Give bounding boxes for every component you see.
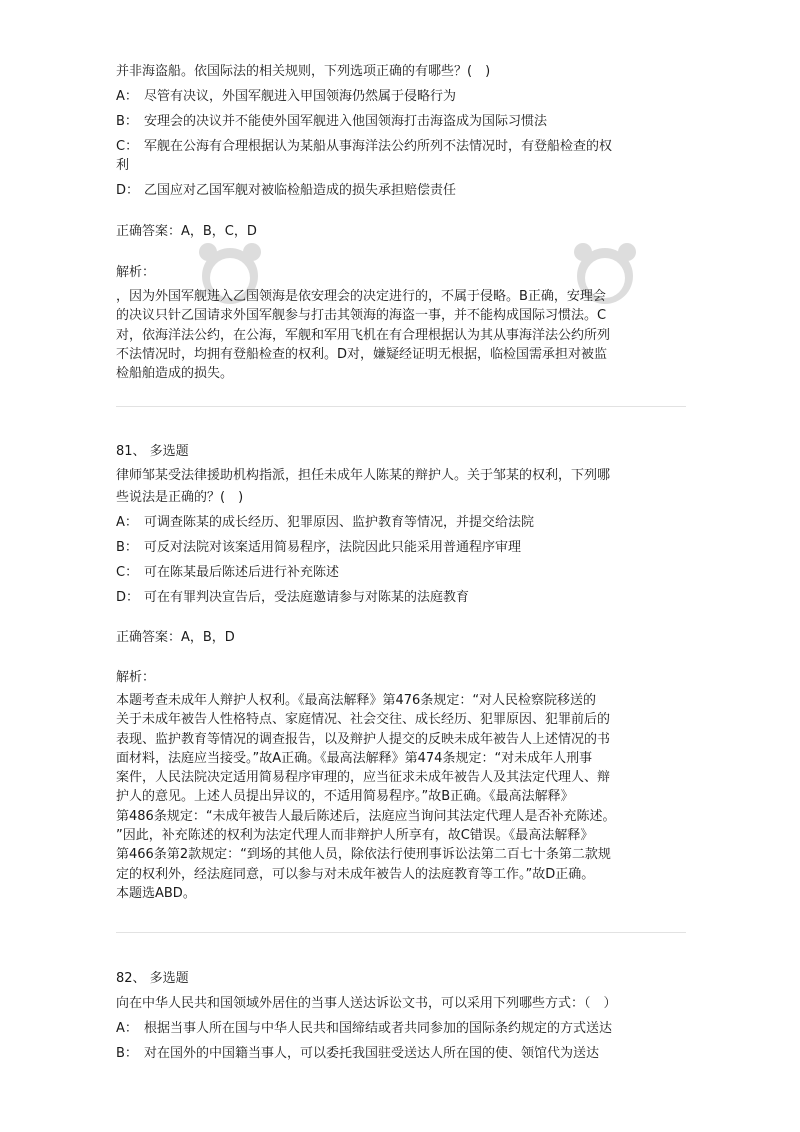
q81-option-d <box>116 589 469 607</box>
q80-option-b <box>116 113 547 131</box>
q80-answer: 正确答案：A，B，C，D <box>116 224 257 239</box>
analysis-line: 案件，人民法院决定适用简易程序审理的，应当征求未成年被告人及其法定代理人、辩 <box>116 770 611 786</box>
option-text: 可在陈某最后陈述后进行补充陈述 <box>144 565 340 580</box>
option-text: 军舰在公海有合理根据认为某船从事海洋法公约所列不法情况时，有登船检查的权 <box>144 139 613 154</box>
analysis-line: 面材料，法庭应当接受。”故A正确。《最高法解释》第474条规定：“对未成年人刑事 <box>116 750 593 766</box>
option-text: 乙国应对乙国军舰对被临检船造成的损失承担赔偿责任 <box>144 183 457 198</box>
analysis-line: 检船舶造成的损失。 <box>116 366 234 382</box>
option-text: 根据当事人所在国与中华人民共和国缔结或者共同参加的国际条约规定的方式送达 <box>144 1021 613 1036</box>
analysis-line: ”因此，补充陈述的权利为法定代理人而非辩护人所享有，故C错误。《最高法解释》 <box>116 828 594 844</box>
option-label: A： <box>116 1021 138 1036</box>
analysis-line: 护人的意见。上述人员提出异议的，不适用简易程序。”故B正确。《最高法解释》 <box>116 789 574 805</box>
option-label: D： <box>116 183 140 198</box>
q80-option-c <box>116 138 612 156</box>
option-label: A： <box>116 89 138 104</box>
option-label: B： <box>116 540 138 555</box>
q81-stem-line: 些说法是正确的？( ) <box>116 490 244 505</box>
analysis-line: 对，依海洋法公约，在公海，军舰和军用飞机在有合理根据认为其从事海洋法公约所列 <box>116 327 611 343</box>
q80-option-c-cont: 利 <box>116 158 130 173</box>
q82-header: 82、 多选题 <box>116 971 189 986</box>
option-text: 安理会的决议并不能使外国军舰进入他国领海打击海盗成为国际习惯法 <box>144 114 548 129</box>
option-text: 可调查陈某的成长经历、犯罪原因、监护教育等情况，并提交给法院 <box>144 515 535 530</box>
q81-option-c <box>116 564 339 582</box>
option-text: 可在有罪判决宣告后，受法庭邀请参与对陈某的法庭教育 <box>144 590 470 605</box>
analysis-line: 本题考查未成年人辩护人权利。《最高法解释》第476条规定：“对人民检察院移送的 <box>116 693 597 708</box>
option-label: D： <box>116 590 140 605</box>
analysis-line: 定的权利外，经法庭同意，可以参与对未成年被告人的法庭教育等工作。”故D正确。 <box>116 866 595 882</box>
analysis-line: 第486条规定：“未成年被告人最后陈述后，法庭应当询问其法定代理人是否补充陈述。 <box>116 808 616 824</box>
option-text: 对在国外的中国籍当事人，可以委托我国驻受送达人所在国的使、领馆代为送达 <box>144 1046 600 1061</box>
q82-stem: 向在中华人民共和国领域外居住的当事人送达诉讼文书，可以采用下列哪些方式：（ ） <box>116 996 617 1011</box>
analysis-line: 本题选ABD。 <box>116 885 196 901</box>
option-label: B： <box>116 114 138 129</box>
q80-option-d <box>116 182 456 200</box>
analysis-line: 表现、监护教育等情况的调查报告，以及辩护人提交的反映未成年被告人上述情况的书 <box>116 731 611 747</box>
q82-option-b <box>116 1045 599 1063</box>
option-label: B： <box>116 1046 138 1061</box>
option-label: C： <box>116 565 139 580</box>
analysis-line: 第466条第2款规定：“到场的其他人员，除依法行使刑事诉讼法第二百七十条第二款规 <box>116 847 611 863</box>
option-label: C： <box>116 139 139 154</box>
q80-option-a <box>116 88 456 106</box>
question-divider <box>116 932 686 933</box>
q80-analysis <box>116 287 686 383</box>
question-divider <box>116 406 686 407</box>
analysis-line: 的决议只针乙国请求外国军舰参与打击其领海的海盗一事，并不能构成国际习惯法。C <box>116 308 607 324</box>
q80-analysis-label: 解析： <box>116 265 156 280</box>
option-text: 可反对法院对该案适用简易程序，法院因此只能采用普通程序审理 <box>144 540 522 555</box>
analysis-line: 关于未成年被告人性格特点、家庭情况、社会交往、成长经历、犯罪原因、犯罪前后的 <box>116 712 611 728</box>
option-text: 尽管有决议，外国军舰进入甲国领海仍然属于侵略行为 <box>144 89 457 104</box>
q80-stem: 并非海盗船。依国际法的相关规则，下列选项正确的有哪些？( ) <box>116 64 491 79</box>
q82-option-a <box>116 1020 612 1038</box>
q81-stem-line: 律师邹某受法律援助机构指派，担任未成年人陈某的辩护人。关于邹某的权利，下列哪 <box>116 468 611 483</box>
q81-option-b <box>116 539 521 557</box>
q81-header: 81、 多选题 <box>116 444 189 459</box>
option-label: A： <box>116 515 138 530</box>
q81-answer: 正确答案：A，B，D <box>116 630 235 645</box>
analysis-line: ，因为外国军舰进入乙国领海是依安理会的决定进行的，不属于侵略。B正确，安理会 <box>116 289 606 304</box>
q81-option-a <box>116 514 534 532</box>
q81-analysis-label: 解析： <box>116 670 156 685</box>
q81-analysis <box>116 691 686 903</box>
analysis-line: 不法情况时，均拥有登船检查的权利。D对，嫌疑经证明无根据，临检国需承担对被监 <box>116 346 608 362</box>
